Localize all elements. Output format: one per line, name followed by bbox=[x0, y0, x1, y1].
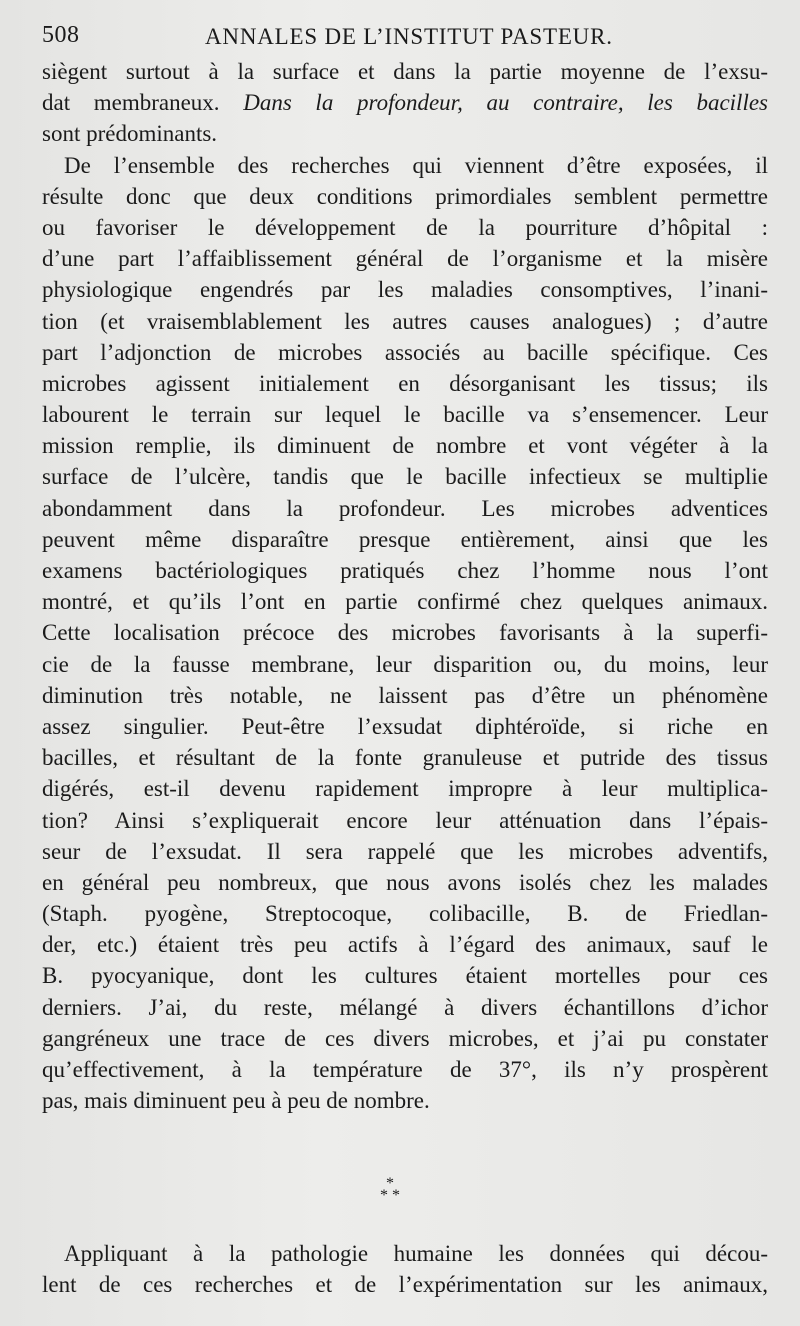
text-line: montré, et qu’ils l’ont en partie confirmé chez quelques animaux. bbox=[42, 589, 768, 615]
text-line: d’une part l’affaiblissement général de l’organisme et la misère bbox=[42, 246, 768, 272]
text-line: gangréneux une trace de ces divers microbes, et j’ai pu constater bbox=[42, 1025, 768, 1051]
text-line: lent de ces recherches et de l’expérimentation sur les animaux, bbox=[42, 1272, 768, 1298]
text-line: physiologique engendrés par les maladies consomptives, l’inani- bbox=[42, 277, 768, 303]
text-line: Appliquant à la pathologie humaine les données qui décou- bbox=[64, 1241, 768, 1266]
text-line: examens bactériologiques pratiqués chez l’homme nous l’ont bbox=[42, 558, 768, 583]
page-header bbox=[42, 14, 762, 54]
running-head: ANNALES DE L’INSTITUT PASTEUR. bbox=[205, 24, 613, 49]
page-number: 508 bbox=[42, 22, 80, 48]
next-paragraph bbox=[42, 1238, 768, 1300]
separator-bottom: * * bbox=[380, 1187, 400, 1204]
italic-run: Dans la profondeur, au contraire, les bacilles bbox=[243, 90, 768, 116]
text-line: B. pyocyanique, dont les cultures étaient mortelles pour ces bbox=[42, 963, 768, 989]
text-line: sont prédominants. bbox=[42, 121, 218, 147]
text-run: dat membraneux. bbox=[42, 90, 220, 116]
text-line: siègent surtout à la surface et dans la partie moyenne de l’exsu- bbox=[42, 59, 768, 84]
text-line: peuvent même disparaître presque entièrement, ainsi que les bbox=[42, 526, 768, 552]
text-line: Cette localisation précoce des microbes favorisants à la superfi- bbox=[42, 620, 768, 646]
text-line bbox=[42, 87, 768, 118]
text-line: assez singulier. Peut-être l’exsudat diphtéroïde, si riche en bbox=[42, 713, 768, 739]
text-line: der, etc.) étaient très peu actifs à l’égard des animaux, sauf le bbox=[42, 932, 768, 958]
text-line: en général peu nombreux, que nous avons isolés chez les malades bbox=[42, 869, 768, 895]
text-line: mission remplie, ils diminuent de nombre et vont végéter à la bbox=[42, 433, 768, 459]
text-line: tion? Ainsi s’expliquerait encore leur atténuation dans l’épais- bbox=[42, 807, 768, 833]
text-line: surface de l’ulcère, tandis que le bacille infectieux se multiplie bbox=[42, 464, 768, 490]
text-line: diminution très notable, ne laissent pas d’être un phénomène bbox=[42, 682, 768, 708]
text-line: (Staph. pyogène, Streptocoque, colibacille, B. de Friedlan- bbox=[42, 901, 768, 927]
text-line: qu’effectivement, à la température de 37°, ils n’y prospèrent bbox=[42, 1057, 768, 1082]
text-line: microbes agissent initialement en désorganisant les tissus; ils bbox=[42, 370, 768, 396]
text-line: cie de la fausse membrane, leur disparition ou, du moins, leur bbox=[42, 651, 768, 677]
section-separator bbox=[370, 1175, 410, 1204]
text-line: part l’adjonction de microbes associés au bacille spécifique. Ces bbox=[42, 339, 768, 365]
text-line: tion (et vraisemblablement les autres causes analogues) ; d’autre bbox=[42, 308, 768, 334]
text-line: labourent le terrain sur lequel le bacille va s’ensemencer. Leur bbox=[42, 402, 768, 428]
text-line: seur de l’exsudat. Il sera rappelé que les microbes adventifs, bbox=[42, 838, 768, 864]
text-line: derniers. J’ai, du reste, mélangé à divers échantillons d’ichor bbox=[42, 994, 768, 1020]
text-line: abondamment dans la profondeur. Les microbes adventices bbox=[42, 495, 768, 521]
body-text bbox=[42, 56, 768, 1116]
separator-top: * bbox=[386, 1175, 394, 1192]
text-line: digérés, est-il devenu rapidement impropre à leur multiplica- bbox=[42, 776, 768, 802]
text-line: bacilles, et résultant de la fonte granuleuse et putride des tissus bbox=[42, 745, 768, 771]
text-line: De l’ensemble des recherches qui viennent d’être exposées, il bbox=[64, 152, 768, 178]
text-line: pas, mais diminuent peu à peu de nombre. bbox=[42, 1088, 430, 1114]
text-line: résulte donc que deux conditions primordiales semblent permettre bbox=[42, 183, 768, 209]
text-line: ou favoriser le développement de la pourriture d’hôpital : bbox=[42, 214, 768, 240]
